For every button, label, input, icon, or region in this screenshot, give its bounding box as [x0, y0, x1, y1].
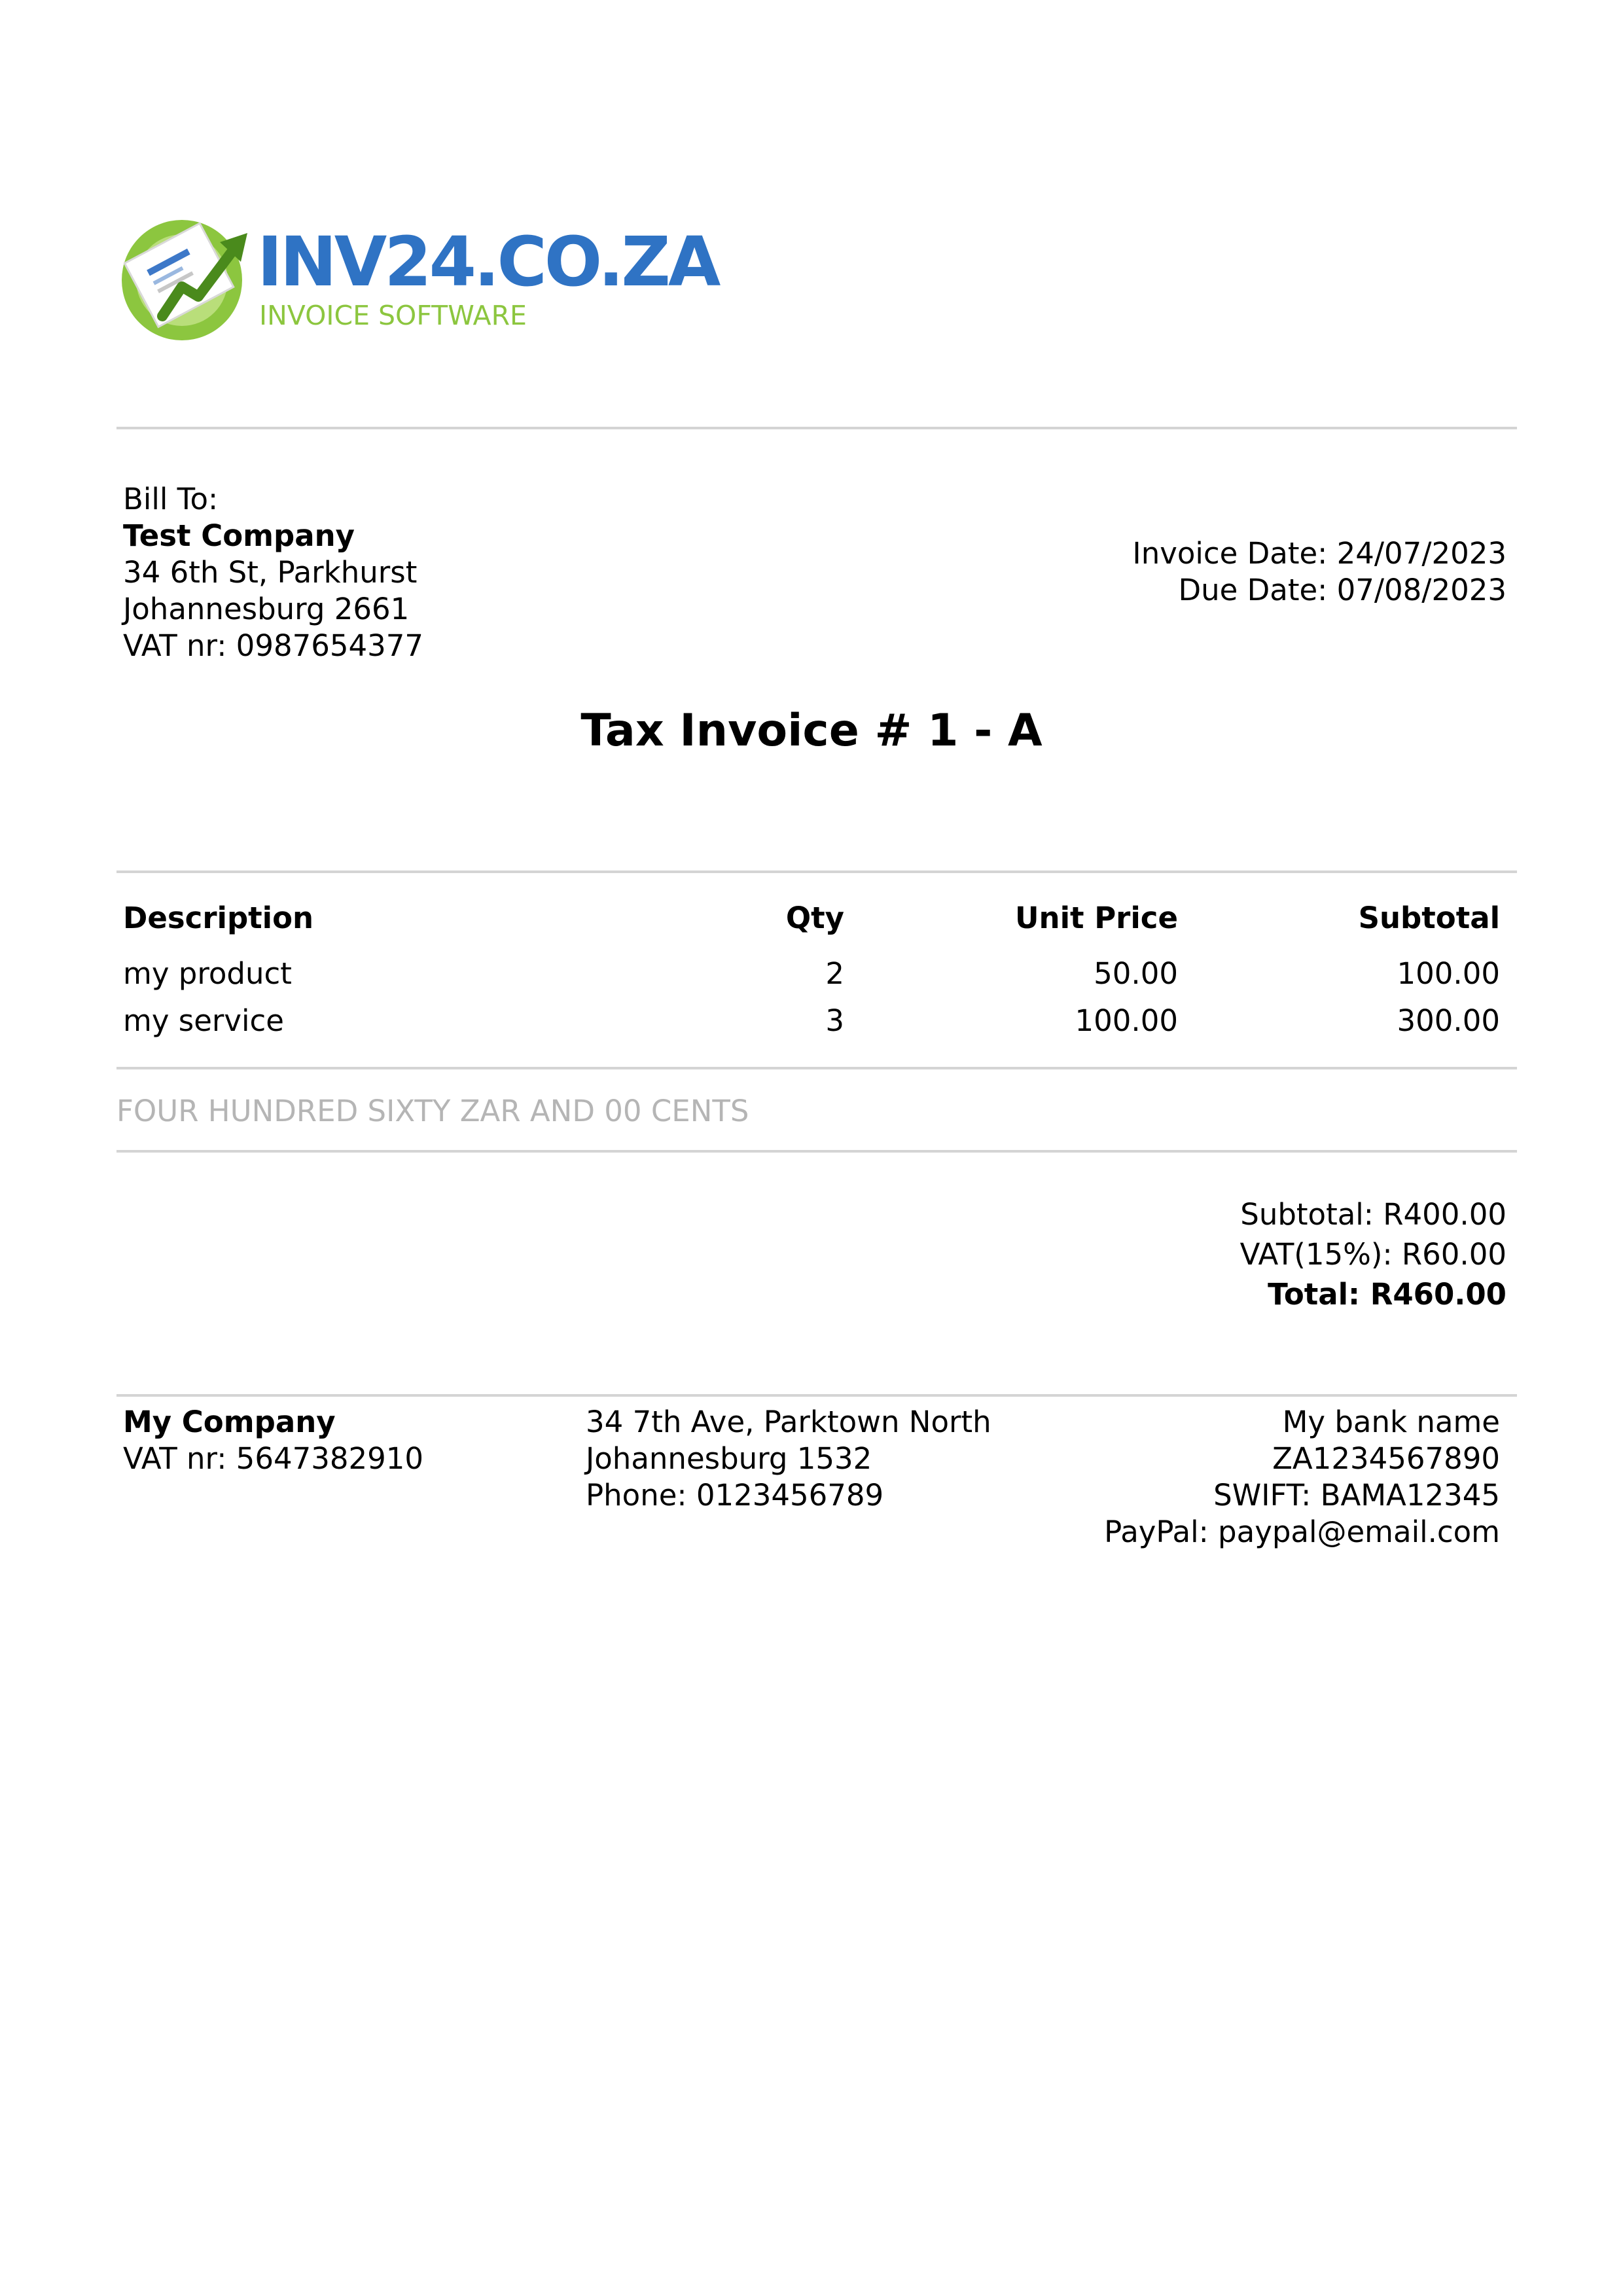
bill-to-address-line1: 34 6th St, Parkhurst [123, 555, 418, 590]
footer-paypal: PayPal: paypal@email.com [1104, 1515, 1500, 1549]
footer-address-line1: 34 7th Ave, Parktown North [586, 1405, 991, 1439]
words-divider [116, 1150, 1517, 1153]
bill-to-company: Test Company [123, 518, 355, 553]
invoice-date: Invoice Date: 24/07/2023 [1132, 536, 1507, 571]
row-2-subtotal: 300.00 [1397, 1003, 1500, 1038]
footer-bank-name: My bank name [1282, 1405, 1500, 1439]
col-header-description: Description [123, 901, 314, 935]
col-header-unit-price: Unit Price [1015, 901, 1178, 935]
footer-company-block [123, 1404, 423, 1477]
logo-tagline: INVOICE SOFTWARE [259, 300, 527, 331]
row-1-unit-price: 50.00 [1094, 956, 1178, 991]
table-top-divider [116, 870, 1517, 873]
totals-subtotal: Subtotal: R400.00 [1240, 1197, 1507, 1232]
invoice-chart-icon [116, 208, 719, 346]
footer-company-vat: VAT nr: 5647382910 [123, 1441, 423, 1476]
bill-to-address-line2: Johannesburg 2661 [123, 592, 410, 626]
row-2-description: my service [123, 1003, 284, 1038]
logo-brand: INV24.CO.ZA [257, 222, 719, 302]
footer-phone: Phone: 0123456789 [586, 1478, 884, 1513]
row-2-unit-price: 100.00 [1075, 1003, 1178, 1038]
table-bottom-divider [116, 1067, 1517, 1069]
row-1-description: my product [123, 956, 292, 991]
company-logo [116, 208, 719, 346]
amount-in-words: FOUR HUNDRED SIXTY ZAR AND 00 CENTS [116, 1094, 749, 1128]
bill-to-block [123, 481, 423, 664]
row-1-qty: 2 [825, 956, 844, 991]
totals-block [1240, 1194, 1507, 1314]
bill-to-label: Bill To: [123, 482, 219, 516]
header-divider [116, 427, 1517, 429]
footer-address-block [586, 1404, 991, 1514]
bill-to-vat: VAT nr: 0987654377 [123, 628, 423, 663]
invoice-dates [1132, 535, 1507, 609]
col-header-subtotal: Subtotal [1358, 901, 1500, 935]
footer-company-name: My Company [123, 1405, 336, 1439]
row-1-subtotal: 100.00 [1397, 956, 1500, 991]
footer-bank-block [1104, 1404, 1500, 1551]
due-date: Due Date: 07/08/2023 [1178, 573, 1507, 607]
footer-account: ZA1234567890 [1272, 1441, 1500, 1476]
footer-address-line2: Johannesburg 1532 [586, 1441, 872, 1476]
totals-vat: VAT(15%): R60.00 [1240, 1237, 1507, 1272]
footer-swift: SWIFT: BAMA12345 [1213, 1478, 1500, 1513]
footer-divider [116, 1394, 1517, 1397]
totals-total: Total: R460.00 [1268, 1277, 1507, 1312]
row-2-qty: 3 [825, 1003, 844, 1038]
invoice-title: Tax Invoice # 1 - A [580, 705, 1043, 757]
col-header-qty: Qty [785, 901, 844, 935]
